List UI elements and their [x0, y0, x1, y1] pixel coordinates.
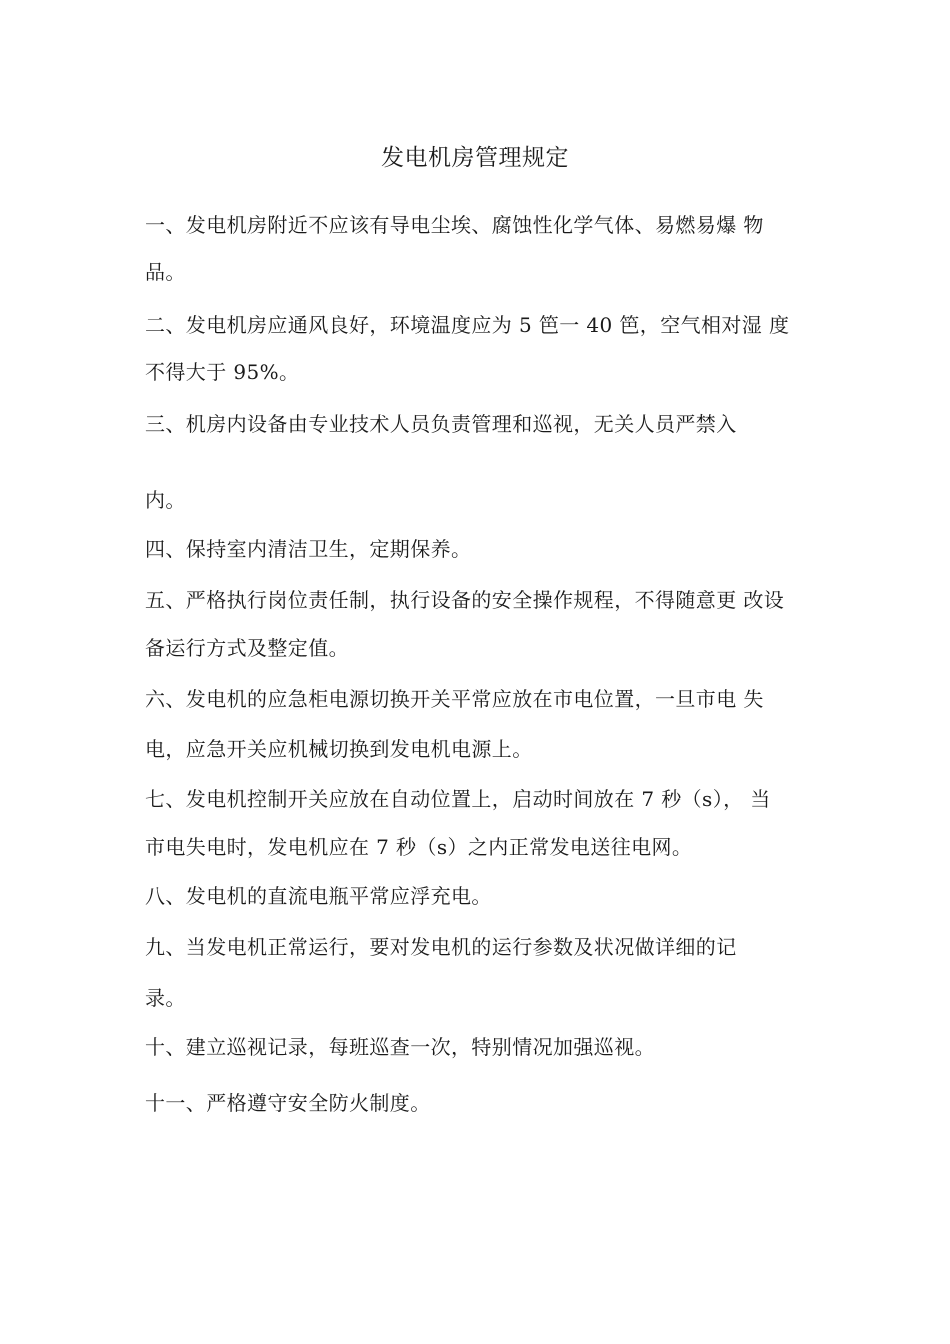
rule-5-line-2: 备运行方式及整定值。 [145, 636, 349, 660]
rule-10-line-1: 十、建立巡视记录，每班巡查一次，特别情况加强巡视。 [145, 1035, 655, 1059]
rule-7-line-2: 市电失电时，发电机应在 7 秒（s）之内正常发电送往电网。 [145, 835, 693, 859]
rule-8-line-1: 八、发电机的直流电瓶平常应浮充电。 [145, 884, 492, 908]
rule-11-line-1: 十一、严格遵守安全防火制度。 [145, 1091, 431, 1115]
rule-7-line-1: 七、发电机控制开关应放在自动位置上，启动时间放在 7 秒（s）， 当 [145, 787, 771, 811]
rule-2-line-1: 二、发电机房应通风良好，环境温度应为 5 笆一 40 笆，空气相对湿 度 [145, 313, 790, 337]
rule-6-line-2: 电，应急开关应机械切换到发电机电源上。 [145, 737, 533, 761]
document-title: 发电机房管理规定 [381, 145, 569, 171]
rule-9-line-2: 录。 [145, 986, 186, 1010]
rule-6-line-1: 六、发电机的应急柜电源切换开关平常应放在市电位置，一旦市电 失 [145, 687, 764, 711]
rule-4-line-1: 四、保持室内清洁卫生，定期保养。 [145, 537, 472, 561]
rule-9-line-1: 九、当发电机正常运行，要对发电机的运行参数及状况做详细的记 [145, 935, 737, 959]
rule-3-line-1: 三、机房内设备由专业技术人员负责管理和巡视，无关人员严禁入 [145, 412, 737, 436]
rule-1-line-2: 品。 [145, 260, 186, 284]
rule-1-line-1: 一、发电机房附近不应该有导电尘埃、腐蚀性化学气体、易燃易爆 物 [145, 213, 764, 237]
rule-3-line-2: 内。 [145, 488, 186, 512]
rule-5-line-1: 五、严格执行岗位责任制，执行设备的安全操作规程，不得随意更 改设 [145, 588, 785, 612]
rule-2-line-2: 不得大于 95%。 [145, 360, 300, 384]
